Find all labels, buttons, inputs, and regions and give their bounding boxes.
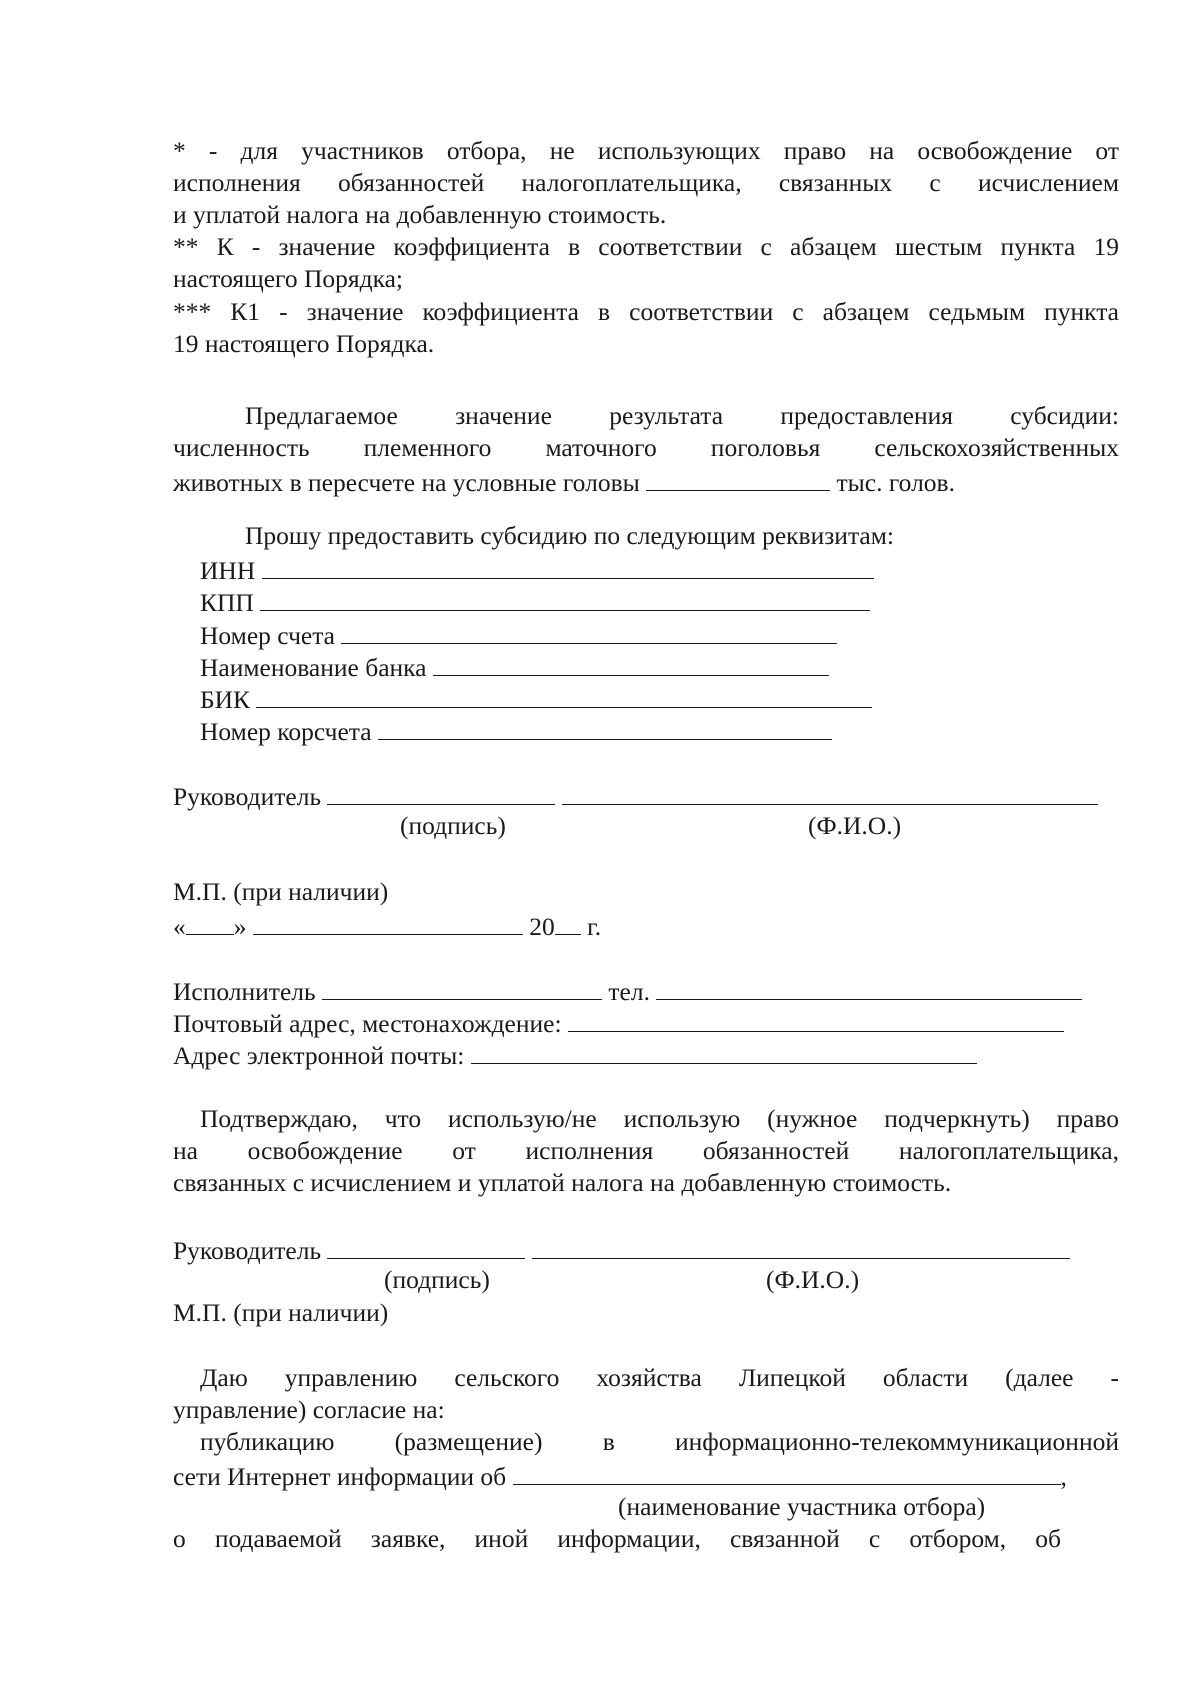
signature-2-name-field[interactable] — [532, 1232, 1070, 1259]
consent-line-4 — [173, 1458, 1067, 1494]
signature-1-sign-field[interactable] — [327, 778, 555, 805]
consent-line-5: о подаваемой заявке, иной информации, связанной с отбором, об — [173, 1524, 1061, 1553]
date-quote-close: » — [233, 912, 247, 941]
kpp-field[interactable] — [260, 584, 870, 611]
corr-account-label: Номер корсчета — [200, 717, 372, 746]
corr-account-field[interactable] — [378, 713, 832, 740]
signature-1-head-label: Руководитель — [173, 782, 322, 811]
signature-1-row — [173, 778, 1098, 814]
requisites-bank-row — [200, 649, 829, 685]
bank-field[interactable] — [433, 649, 829, 676]
postal-label: Почтовый адрес, местонахождение: — [173, 1009, 562, 1038]
email-row — [173, 1037, 977, 1073]
signature-2-sign-field[interactable] — [327, 1232, 525, 1259]
confirm-line-1: Подтверждаю, что использую/не использую (нужное подчеркнуть) право — [200, 1104, 1119, 1133]
heads-count-field[interactable] — [646, 464, 830, 491]
requisites-inn-row — [200, 552, 874, 588]
signature-2-head-label: Руководитель — [173, 1236, 322, 1265]
consent-line-1: Даю управлению сельского хозяйства Липецкой области (далее - — [200, 1363, 1119, 1392]
consent-line-4-prefix: сети Интернет информации об — [173, 1462, 507, 1491]
date-month-field[interactable] — [253, 908, 523, 935]
participant-caption: (наименование участника отбора) — [618, 1492, 986, 1521]
confirm-line-2: на освобождение от исполнения обязанностей налогоплательщика, — [173, 1136, 1119, 1165]
phone-field[interactable] — [656, 973, 1082, 1000]
result-line-1: Предлагаемое значение результата предоставления субсидии: — [245, 401, 1119, 430]
phone-label: тел. — [608, 977, 650, 1006]
bik-label: БИК — [200, 685, 251, 714]
signature-2-name-caption: (Ф.И.О.) — [766, 1265, 860, 1294]
executor-field[interactable] — [322, 973, 602, 1000]
footnote-1-line-1: * - для участников отбора, не использующих право на освобождение от — [173, 136, 1119, 165]
date-year-suffix: г. — [587, 912, 602, 941]
signature-1-name-caption: (Ф.И.О.) — [808, 811, 902, 840]
requisites-bik-row — [200, 681, 872, 717]
bik-field[interactable] — [256, 681, 872, 708]
signature-2-row — [173, 1232, 1070, 1268]
footnote-3-line-2: 19 настоящего Порядка. — [173, 329, 435, 358]
requisites-account-row — [200, 617, 837, 653]
date-quote-open: « — [173, 912, 186, 941]
consent-line-2: управление) согласие на: — [173, 1395, 445, 1424]
date-year-field[interactable] — [555, 908, 581, 935]
footnote-1-line-3: и уплатой налога на добавленную стоимость. — [173, 200, 667, 229]
executor-row — [173, 973, 1082, 1009]
footnote-2-line-2: настоящего Порядка; — [173, 264, 404, 293]
participant-name-field[interactable] — [513, 1458, 1061, 1485]
requisites-kpp-row — [200, 584, 870, 620]
inn-label: ИНН — [200, 556, 256, 585]
stamp-1: М.П. (при наличии) — [173, 877, 389, 906]
date-day-field[interactable] — [186, 908, 234, 935]
footnote-1-line-2: исполнения обязанностей налогоплательщика, связанных с исчислением — [173, 168, 1119, 197]
stamp-2: М.П. (при наличии) — [173, 1298, 389, 1327]
consent-line-3: публикацию (размещение) в информационно-телекоммуникационной — [200, 1427, 1119, 1456]
result-line-3-suffix: тыс. голов. — [836, 468, 955, 497]
requisites-intro: Прошу предоставить субсидию по следующим реквизитам: — [245, 521, 894, 550]
signature-1-sign-caption: (подпись) — [400, 811, 506, 840]
confirm-line-3: связанных с исчислением и уплатой налога на добавленную стоимость. — [173, 1168, 952, 1197]
footnote-3-line-1: *** К1 - значение коэффициента в соответствии с абзацем седьмым пункта — [173, 297, 1119, 326]
result-line-3 — [173, 464, 955, 500]
account-label: Номер счета — [200, 621, 335, 650]
date-year-prefix: 20 — [529, 912, 555, 941]
inn-field[interactable] — [262, 552, 874, 579]
result-line-2: численность племенного маточного поголовья сельскохозяйственных — [173, 433, 1119, 462]
date-row — [173, 908, 601, 944]
postal-row — [173, 1005, 1064, 1041]
requisites-corr-row — [200, 713, 832, 749]
bank-label: Наименование банка — [200, 653, 427, 682]
signature-1-name-field[interactable] — [562, 778, 1098, 805]
signature-2-sign-caption: (подпись) — [384, 1265, 490, 1294]
consent-line-4-suffix: , — [1060, 1462, 1067, 1491]
result-line-3-prefix: животных в пересчете на условные головы — [173, 468, 640, 497]
email-field[interactable] — [471, 1037, 977, 1064]
email-label: Адрес электронной почты: — [173, 1041, 465, 1070]
account-field[interactable] — [341, 617, 837, 644]
executor-label: Исполнитель — [173, 977, 316, 1006]
postal-field[interactable] — [568, 1005, 1064, 1032]
footnote-2-line-1: ** К - значение коэффициента в соответствии с абзацем шестым пункта 19 — [173, 232, 1119, 261]
kpp-label: КПП — [200, 588, 254, 617]
